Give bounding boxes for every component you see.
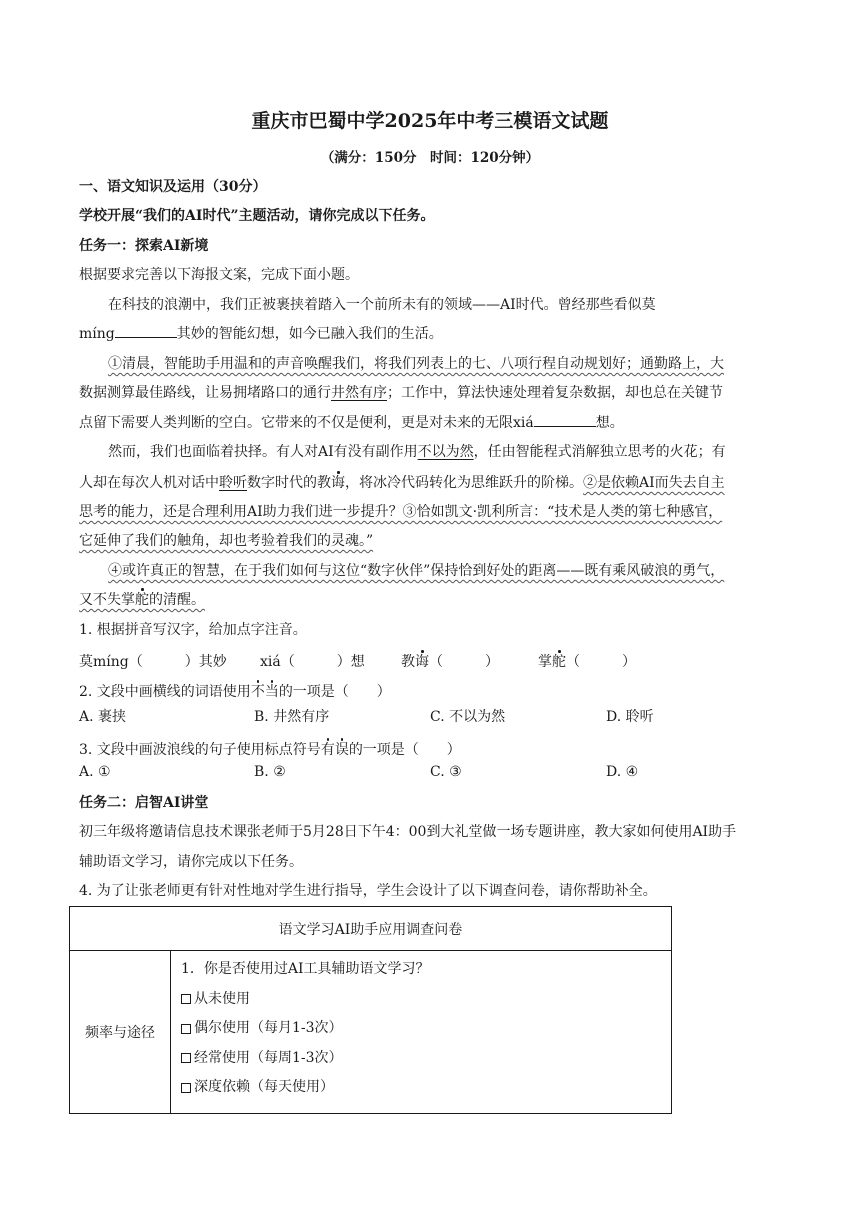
passage-line bbox=[108, 441, 726, 461]
q1-item[interactable] bbox=[538, 651, 636, 671]
passage-text: 其妙的智能幻想，如今已融入我们的生活。 bbox=[176, 326, 443, 342]
wavy-sentence-3: 思考的能力，还是合理利用AI助力我们进一步提升？③恰如凯文·凯利所言：“技术是人类的第七种感官， bbox=[79, 504, 723, 520]
survey-question-cell bbox=[171, 951, 672, 1114]
passage-line bbox=[79, 530, 373, 550]
option-label: 从未使用 bbox=[194, 990, 250, 1007]
passage-text: ，将冰冷代码转化为思维跃升的阶梯。 bbox=[345, 475, 583, 491]
survey-option[interactable] bbox=[181, 985, 671, 1015]
task2-paragraph: 初三年级将邀请信息技术课张老师于5月28日下午4：00到大礼堂做一场专题讲座，教大家如何使用AI助手 bbox=[79, 824, 737, 840]
q3-text: 的一项是（ ） bbox=[348, 742, 461, 758]
dotted-char: 当 bbox=[264, 684, 279, 700]
question-2 bbox=[79, 681, 391, 701]
q1-item[interactable] bbox=[401, 651, 499, 671]
underlined-word: 井然有序 bbox=[331, 385, 387, 401]
question-1: 1. 根据拼音写汉字，给加点字注音。 bbox=[79, 622, 307, 638]
wavy-sentence-1: ①清晨，智能助手用温和的声音唤醒我们，将我们列表上的七、八项行程自动规划好；通勤路上，大 bbox=[108, 356, 724, 372]
survey-option[interactable] bbox=[181, 1044, 671, 1074]
question-4: 4. 为了让张老师更有针对性地对学生进行指导，学生会设计了以下调查问卷，请你帮助补全。 bbox=[79, 883, 657, 899]
checkbox-icon[interactable] bbox=[181, 994, 191, 1004]
passage-text: ；工作中，算法快速处理着复杂数据，却也总在关键节 bbox=[387, 385, 723, 401]
passage-text: 数字时代的教 bbox=[247, 475, 331, 491]
wavy-sentence-4: ④或许真正的智慧，在于我们如何与这位“数字伙伴”保持恰到好处的距离——既有乘风破浪的勇气， bbox=[108, 563, 725, 579]
passage-text: 的清醒。 bbox=[149, 592, 205, 608]
question-3 bbox=[79, 739, 461, 759]
q2-text: 的一项是（ ） bbox=[278, 684, 391, 700]
section-heading: 一、语文知识及运用（30分） bbox=[79, 179, 267, 195]
checkbox-icon[interactable] bbox=[181, 1083, 191, 1093]
passage-text: 数据测算最佳路线，让易拥堵路口的通行 bbox=[79, 385, 331, 401]
q3-option-d[interactable]: D. ④ bbox=[606, 764, 639, 780]
q1-text: 教 bbox=[401, 654, 415, 670]
dotted-char: 诲 bbox=[331, 475, 345, 491]
option-label: 深度依赖（每天使用） bbox=[194, 1079, 334, 1095]
task1-heading: 任务一：探索AI新境 bbox=[79, 238, 209, 254]
dotted-char: 不 bbox=[250, 684, 265, 700]
passage-line bbox=[79, 501, 722, 521]
wavy-sentence-2: ②是依赖AI而失去自主 bbox=[583, 475, 725, 491]
checkbox-icon[interactable] bbox=[181, 1024, 191, 1034]
passage-line bbox=[79, 412, 624, 432]
q2-option-b[interactable]: B. 井然有序 bbox=[254, 709, 330, 725]
q2-option-a[interactable]: A. 裹挟 bbox=[79, 709, 127, 725]
task2-paragraph: 辅助语文学习，请你完成以下任务。 bbox=[79, 854, 303, 870]
page-title: 重庆市巴蜀中学2025年中考三模语文试题 bbox=[251, 110, 609, 132]
passage-line bbox=[108, 560, 724, 580]
q3-option-b[interactable]: B. ② bbox=[254, 764, 286, 780]
survey-option[interactable] bbox=[181, 1014, 671, 1044]
passage-line: 在科技的浪潮中，我们正被裹挟着踏入一个前所未有的领域——AI时代。曾经那些看似莫 bbox=[108, 297, 656, 313]
passage-line bbox=[79, 323, 443, 343]
passage-text: 点留下需要人类判断的空白。它带来的不仅是便利，更是对未来的无限xiá bbox=[79, 415, 534, 431]
q2-option-d[interactable]: D. 聆听 bbox=[606, 709, 654, 725]
underlined-word: 不以为然 bbox=[417, 444, 474, 460]
survey-table bbox=[69, 906, 672, 1114]
q2-option-c[interactable]: C. 不以为然 bbox=[430, 709, 506, 725]
underlined-word: 聆听 bbox=[219, 475, 247, 491]
passage-text: 又不失掌 bbox=[79, 592, 135, 608]
dotted-char: 舵 bbox=[552, 654, 566, 670]
wavy-sentence-3b: 它延伸了我们的触角，却也考验着我们的灵魂。” bbox=[79, 533, 374, 549]
task2-heading: 任务二：启智AI讲堂 bbox=[79, 795, 209, 811]
q1-item[interactable]: xiá（ ）想 bbox=[260, 654, 365, 670]
passage-line bbox=[79, 472, 725, 492]
dotted-char: 诲 bbox=[415, 654, 429, 670]
passage-text: 然而，我们也面临着抉择。有人对AI有没有副作用 bbox=[108, 444, 418, 460]
wavy-sentence-4b bbox=[79, 592, 205, 608]
q1-item[interactable]: 莫míng（ ）其妙 bbox=[79, 654, 227, 670]
dotted-char: 误 bbox=[334, 742, 349, 758]
q2-text: 2. 文段中画横线的词语使用 bbox=[79, 684, 251, 700]
survey-question: 1．你是否使用过AI工具辅助语文学习？ bbox=[181, 961, 430, 977]
dotted-char: 舵 bbox=[135, 592, 149, 608]
activity-intro: 学校开展“我们的AI时代”主题活动，请你完成以下任务。 bbox=[79, 208, 435, 224]
survey-row-label: 频率与途径 bbox=[70, 951, 171, 1114]
option-label: 经常使用（每周1-3次） bbox=[194, 1049, 343, 1066]
checkbox-icon[interactable] bbox=[181, 1053, 191, 1063]
dotted-char: 有 bbox=[320, 742, 335, 758]
q1-text: 掌 bbox=[538, 654, 552, 670]
passage-text: 想。 bbox=[595, 415, 624, 431]
passage-text: 人却在每次人机对话中 bbox=[79, 475, 219, 491]
q3-option-a[interactable]: A. ① bbox=[79, 764, 111, 780]
q3-text: 3. 文段中画波浪线的句子使用标点符号 bbox=[79, 742, 321, 758]
q1-text: （ ） bbox=[429, 654, 499, 670]
page-subtitle: （满分：150分 时间：120分钟） bbox=[320, 150, 540, 166]
fill-blank[interactable] bbox=[115, 323, 177, 338]
passage-line bbox=[108, 353, 724, 373]
task1-instruction: 根据要求完善以下海报文案，完成下面小题。 bbox=[79, 267, 359, 283]
fill-blank[interactable] bbox=[534, 412, 596, 427]
q3-option-c[interactable]: C. ③ bbox=[430, 764, 462, 780]
pinyin-text: míng bbox=[79, 326, 115, 342]
survey-option[interactable] bbox=[181, 1073, 671, 1103]
passage-line bbox=[79, 382, 723, 402]
survey-title: 语文学习AI助手应用调查问卷 bbox=[70, 907, 672, 951]
option-label: 偶尔使用（每月1-3次） bbox=[194, 1020, 343, 1036]
passage-text: ，任由智能程式消解独立思考的火花；有 bbox=[473, 444, 726, 460]
q1-text: （ ） bbox=[566, 654, 636, 670]
passage-line bbox=[79, 589, 205, 609]
